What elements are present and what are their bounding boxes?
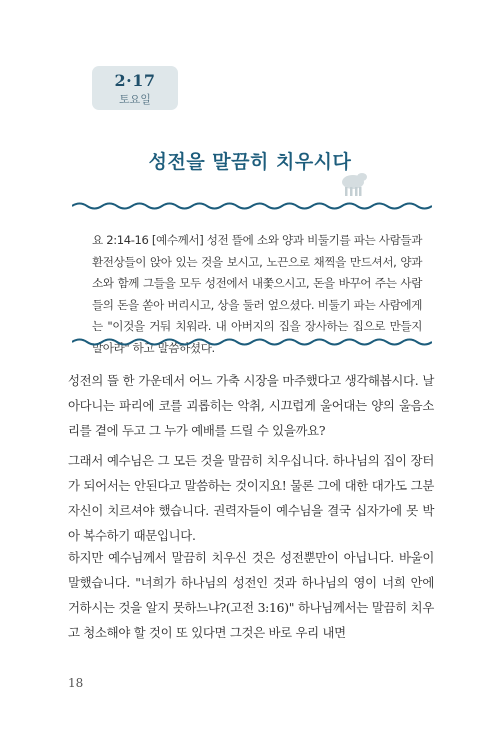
day-of-week: 토요일	[119, 93, 151, 106]
page-title: 성전을 말끔히 치우시다	[148, 151, 352, 173]
date-badge	[92, 66, 178, 110]
body-paragraph: 성전의 뜰 한 가운데서 어느 가축 시장을 마주했다고 생각해봅시다. 날아다니는 파리에 코를 괴롭히는 악취, 시끄럽게 울어대는 양의 울음소리를 곁에 두고 그 누가 예배를 드릴 수 있을까요?	[68, 373, 434, 438]
lamb-icon	[336, 168, 370, 198]
body-paragraph: 하지만 예수님께서 말끔히 치우신 것은 성전뿐만이 아닙니다. 바울이 말했습니다. "너희가 하나님의 성전인 것과 하나님의 영이 너희 안에 거하시는 것을 알지 못하느냐?(고전 3:16)" 하나님께서는 말끔히 치우고 청소해야 할 것이 또 있다면 그것은 바로 우리 내면	[68, 550, 434, 640]
date-number: 2·17	[114, 71, 156, 90]
page-number: 18	[68, 676, 84, 690]
wave-divider-top	[72, 201, 432, 211]
wave-divider-bottom	[72, 337, 432, 347]
body-paragraph: 그래서 예수님은 그 모든 것을 말끔히 치우십니다. 하나님의 집이 장터가 되어서는 안된다고 말씀하는 것이지요! 물론 그에 대한 대가도 그분 자신이 치르셔야 했습니다. 권력자들이 예수님을 결국 십자가에 못 박아 복수하기 때문입니다.	[68, 453, 434, 543]
scripture-reference: 요 2:14-16	[92, 233, 149, 247]
scripture-text: [예수께서] 성전 뜰에 소와 양과 비둘기를 파는 사람들과 환전상들이 앉아 있는 것을 보시고, 노끈으로 채찍을 만드셔서, 양과 소와 함께 그들을 모두 성전에서 내쫓으시고, 돈을 바꾸어 주는 사람들의 돈을 쏟아 버리시고, 상을 둘러 엎으셨다. 비둘기 파는 사람에게는 "이것을 거둬 치워라. 내 아버지의 집을 장사하는 집으로 만들지 말아라" 하고 말씀하셨다.	[92, 233, 422, 355]
